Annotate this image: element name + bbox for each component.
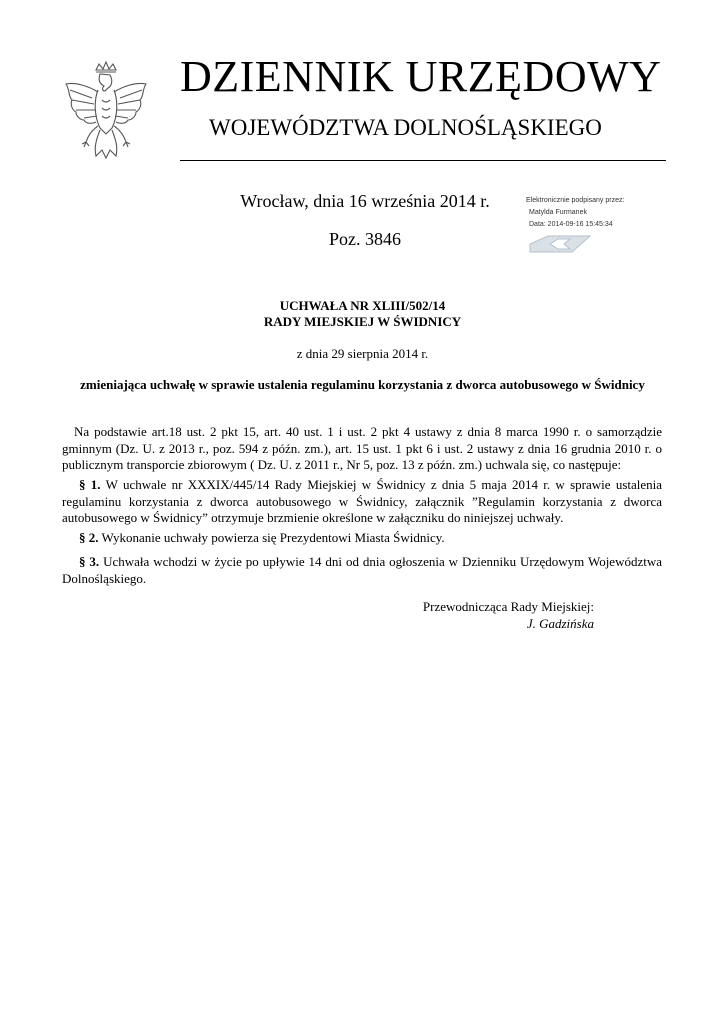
publication-date: Wrocław, dnia 16 września 2014 r. bbox=[240, 191, 490, 211]
section-2-text: Wykonanie uchwały powierza się Prezydentowi Miasta Świdnicy. bbox=[101, 530, 445, 545]
section-1-mark: § 1. bbox=[79, 477, 101, 492]
position-number: Poz. 3846 bbox=[329, 229, 401, 249]
electronic-signature-box bbox=[526, 195, 666, 231]
chair-role: Przewodnicząca Rady Miejskiej: bbox=[422, 599, 594, 614]
chair-signature bbox=[330, 599, 594, 632]
signature-seal-icon bbox=[528, 234, 592, 254]
e-signature-date: Data: 2014-09-16 15:45:34 bbox=[529, 221, 613, 228]
resolution-council: RADY MIEJSKIEJ W ŚWIDNICY bbox=[263, 314, 462, 329]
section-2-paragraph bbox=[62, 530, 662, 547]
resolution-subject: zmieniająca uchwałę w sprawie ustalenia regulaminu korzystania z dworca autobusowego w Świdnicy bbox=[80, 377, 645, 392]
resolution-date: z dnia 29 sierpnia 2014 r. bbox=[296, 346, 429, 361]
section-2-mark: § 2. bbox=[79, 530, 99, 545]
masthead-divider bbox=[180, 160, 666, 161]
journal-subtitle: WOJEWÓDZTWA DOLNOŚLĄSKIEGO bbox=[209, 115, 602, 140]
polish-eagle-emblem-icon bbox=[62, 60, 150, 164]
legal-basis-paragraph: Na podstawie art.18 ust. 2 pkt 15, art. 40 ust. 1 i ust. 2 pkt 4 ustawy z dnia 8 marca 1990 r. o samorządzie gminnym (Dz. U. z 2013 r., poz. 594 z późn. zm.), art. 15 ust. 1 pkt 6 i ust. 2 ustawy z dnia 16 grudnia 2010 r. o publicznym transporcie zbiorowym ( Dz. U. z 2011 r., Nr 5, poz. 13 z późn. zm.) uchwala się, co następuje: bbox=[62, 424, 662, 472]
journal-title: DZIENNIK URZĘDOWY bbox=[180, 52, 662, 101]
section-3-paragraph bbox=[62, 554, 662, 587]
chair-name: J. Gadzińska bbox=[526, 615, 594, 631]
e-signature-signer: Matylda Furmanek bbox=[529, 209, 587, 216]
e-signature-label: Elektronicznie podpisany przez: bbox=[526, 197, 625, 204]
section-1-text: W uchwale nr XXXIX/445/14 Rady Miejskiej w Świdnicy z dnia 5 maja 2014 r. w sprawie ustalenia regulaminu korzystania z dworca autobusowego w Świdnicy, załącznik ”Regulamin korzystania z dworca autobusowego w Świdnicy” otrzymuje brzmienie określone w załączniku do niniejszej uchwały. bbox=[62, 477, 663, 525]
section-3-mark: § 3. bbox=[79, 554, 100, 569]
resolution-title bbox=[200, 298, 525, 330]
section-1-paragraph bbox=[62, 477, 662, 527]
resolution-number: UCHWAŁA NR XLIII/502/14 bbox=[279, 298, 446, 313]
section-3-text: Uchwała wchodzi w życie po upływie 14 dni od dnia ogłoszenia w Dzienniku Urzędowym Województwa Dolnośląskiego. bbox=[62, 554, 663, 586]
